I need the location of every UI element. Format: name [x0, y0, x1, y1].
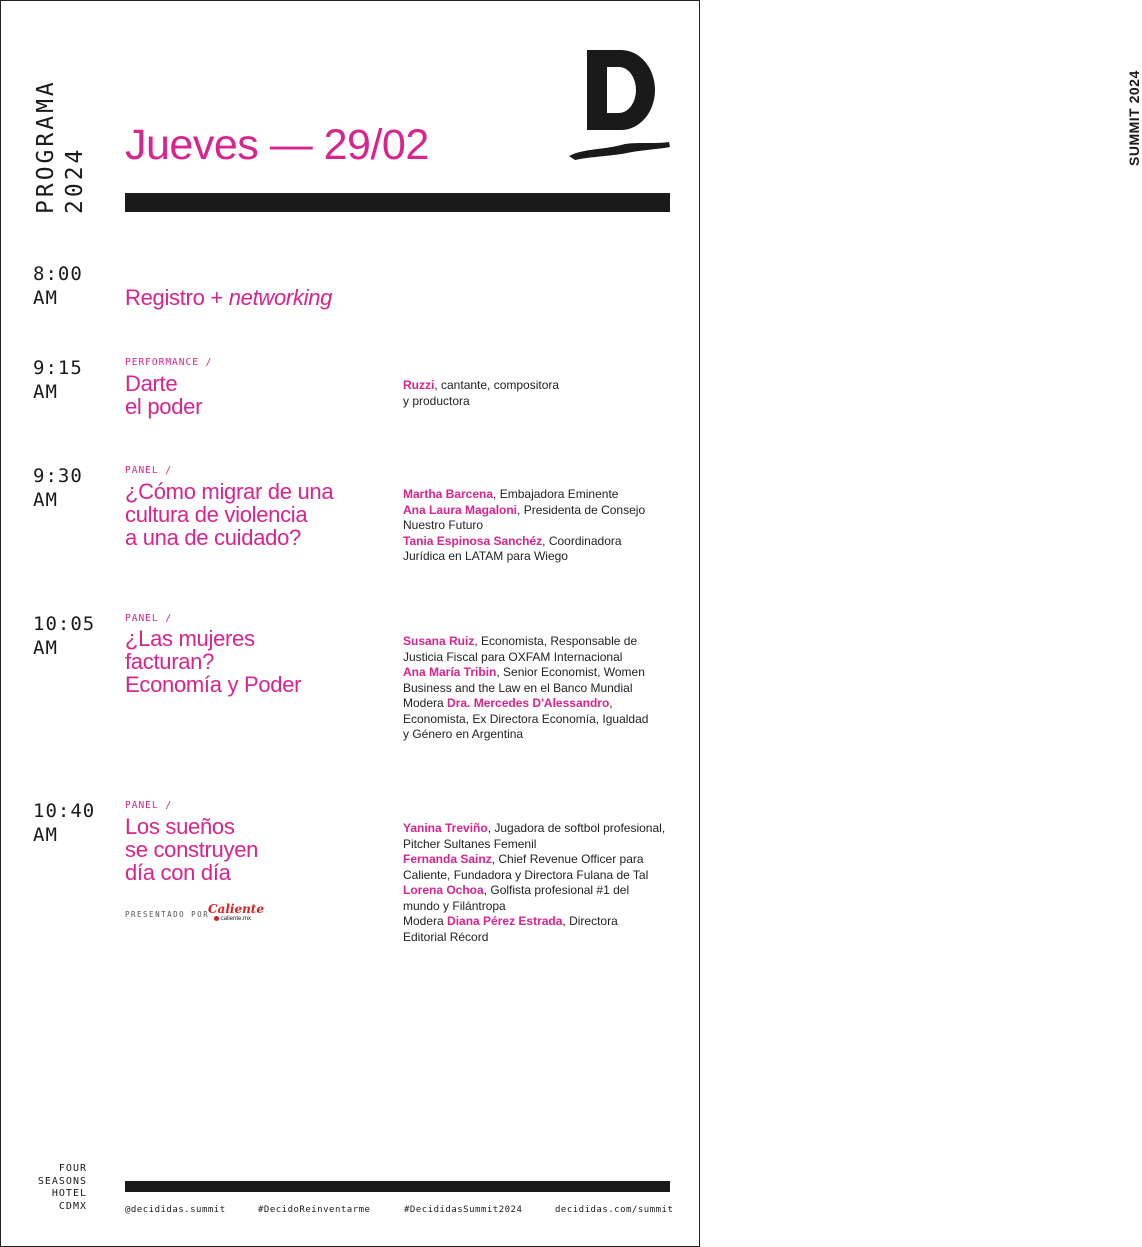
session-3-time-period: AM: [33, 489, 58, 511]
speaker-name: Dra. Mercedes D'Alessandro: [447, 696, 610, 710]
speaker-name: Ana Laura Magaloni: [403, 502, 518, 517]
session-3-title: [125, 480, 333, 549]
session-5-tag: PANEL /: [125, 800, 173, 811]
speaker-line: y productora: [403, 393, 470, 408]
speaker-name: Fernanda Sainz: [403, 852, 492, 866]
session-5-time-period: AM: [33, 824, 58, 846]
speaker-line: Nuestro Futuro: [403, 518, 484, 532]
session-5-title: [125, 815, 258, 884]
speaker-line: Business and the Law en el Banco Mundial: [403, 680, 633, 695]
speaker-line: Susana Ruiz, Economista, Responsable de: [403, 634, 638, 648]
speaker-line: Modera Diana Pérez Estrada, Directora: [403, 914, 618, 928]
venue-line: FOUR: [58, 1163, 87, 1174]
session-2-time-period: AM: [33, 381, 58, 403]
session-3-title-line: a una de cuidado?: [125, 525, 301, 550]
speaker-line: mundo y Filántropa: [403, 898, 506, 913]
session-1-title: [125, 286, 332, 309]
speaker-line: Ana Laura Magaloni, Presidenta de Consejo: [403, 502, 646, 517]
speaker-name: Martha Barcena: [403, 487, 494, 501]
speaker-line: Tania Espinosa Sanchéz, Coordinadora: [403, 533, 622, 548]
session-5-title-line: se construyen: [125, 837, 259, 862]
speaker-line: Pitcher Sultanes Femenil: [403, 836, 537, 851]
caliente-logo-subtext: [208, 915, 264, 923]
venue-block: [30, 1163, 87, 1213]
footer-divider-bar: [125, 1181, 670, 1192]
session-2-speakers: [403, 378, 683, 409]
speaker-line: Ana María Tribin, Senior Economist, Women: [403, 665, 645, 679]
vertical-title-line-1: PROGRAMA: [33, 79, 59, 214]
footer-social-handle: @decididas.summit: [125, 1205, 226, 1215]
session-5-time: [33, 799, 95, 847]
session-3-time-hour: 9:30: [33, 465, 83, 487]
speaker-name: Yanina Treviño: [403, 821, 488, 835]
session-3-speakers: [403, 487, 683, 565]
session-3-title-line: cultura de violencia: [125, 502, 308, 527]
session-1-title-text: Registro +: [125, 285, 229, 310]
speaker-name: Susana Ruiz: [403, 634, 475, 648]
session-1-time-hour: 8:00: [33, 263, 83, 285]
speaker-name: Diana Pérez Estrada: [447, 914, 563, 928]
program-vertical-title: [32, 79, 90, 214]
speaker-line: Ruzzi, cantante, compositora: [403, 378, 560, 392]
caliente-logo: [208, 903, 264, 923]
footer-website: decididas.com/summit: [555, 1205, 674, 1215]
speaker-name: Ruzzi: [403, 378, 435, 392]
session-4-time-period: AM: [33, 637, 58, 659]
session-4-time-hour: 10:05: [33, 613, 96, 635]
speaker-line: Modera Dra. Mercedes D'Alessandro,: [403, 696, 613, 710]
session-2-tag: PERFORMANCE /: [125, 357, 213, 368]
session-3-tag: PANEL /: [125, 465, 173, 476]
speaker-line: Yanina Treviño, Jugadora de softbol profesional,: [403, 821, 666, 835]
logo-summit-text: SUMMIT 2024: [1126, 70, 1142, 166]
session-2-time-hour: 9:15: [33, 357, 83, 379]
speaker-name: Ana María Tribin: [403, 665, 497, 679]
session-4-speakers: [403, 634, 683, 743]
session-4-title-line: ¿Las mujeres: [125, 626, 255, 651]
venue-line: HOTEL: [51, 1188, 87, 1199]
sponsor-label: PRESENTADO POR: [125, 910, 210, 919]
session-1-time: [33, 262, 83, 310]
session-3-title-line: ¿Cómo migrar de una: [125, 479, 334, 504]
session-1-title-italic: networking: [228, 285, 333, 310]
session-4-title: [125, 627, 301, 696]
session-4-title-line: Economía y Poder: [125, 672, 302, 697]
speaker-line: Caliente, Fundadora y Directora Fulana de Tal: [403, 867, 649, 882]
session-2-title-line: Darte: [125, 371, 178, 396]
header-divider-bar: [125, 193, 670, 212]
venue-line: CDMX: [58, 1200, 87, 1212]
footer-hashtag-2: #DecididasSummit2024: [404, 1205, 523, 1215]
session-5-speakers: [403, 821, 683, 945]
session-4-tag: PANEL /: [125, 613, 173, 624]
speaker-line: Martha Barcena, Embajadora Eminente: [403, 487, 619, 501]
caliente-logo-text: Caliente: [208, 902, 264, 916]
day-title: Jueves — 29/02: [125, 121, 429, 169]
session-3-time: [33, 464, 83, 512]
session-4-time: [33, 612, 95, 660]
caliente-url: caliente.mx: [220, 916, 252, 922]
speaker-line: y Género en Argentina: [403, 727, 524, 741]
speaker-line: Editorial Récord: [403, 929, 489, 944]
session-2-time: [33, 356, 83, 404]
caliente-dot-icon: [214, 916, 219, 921]
session-2-title: [125, 372, 202, 418]
session-2-title-line: el poder: [125, 394, 203, 419]
footer-hashtag-1: #DecidoReinventarme: [258, 1205, 371, 1215]
venue-line: SEASONS: [37, 1175, 87, 1187]
session-5-title-line: día con día: [125, 860, 231, 885]
speaker-line: Justicia Fiscal para OXFAM Internacional: [403, 649, 623, 664]
session-5-time-hour: 10:40: [33, 800, 96, 822]
speaker-line: Jurídica en LATAM para Wiego: [403, 549, 568, 563]
speaker-name: Tania Espinosa Sanchéz: [403, 533, 543, 548]
session-1-time-period: AM: [33, 287, 58, 309]
speaker-line: Lorena Ochoa, Golfista profesional #1 del: [403, 883, 630, 897]
session-4-title-line: facturan?: [125, 649, 215, 674]
speaker-line: Fernanda Sainz, Chief Revenue Officer para: [403, 852, 644, 866]
session-5-title-line: Los sueños: [125, 814, 235, 839]
speaker-name: Lorena Ochoa: [403, 883, 484, 897]
speaker-line: Economista, Ex Directora Economía, Igualdad: [403, 711, 649, 726]
vertical-title-line-2: 2024: [62, 146, 88, 214]
